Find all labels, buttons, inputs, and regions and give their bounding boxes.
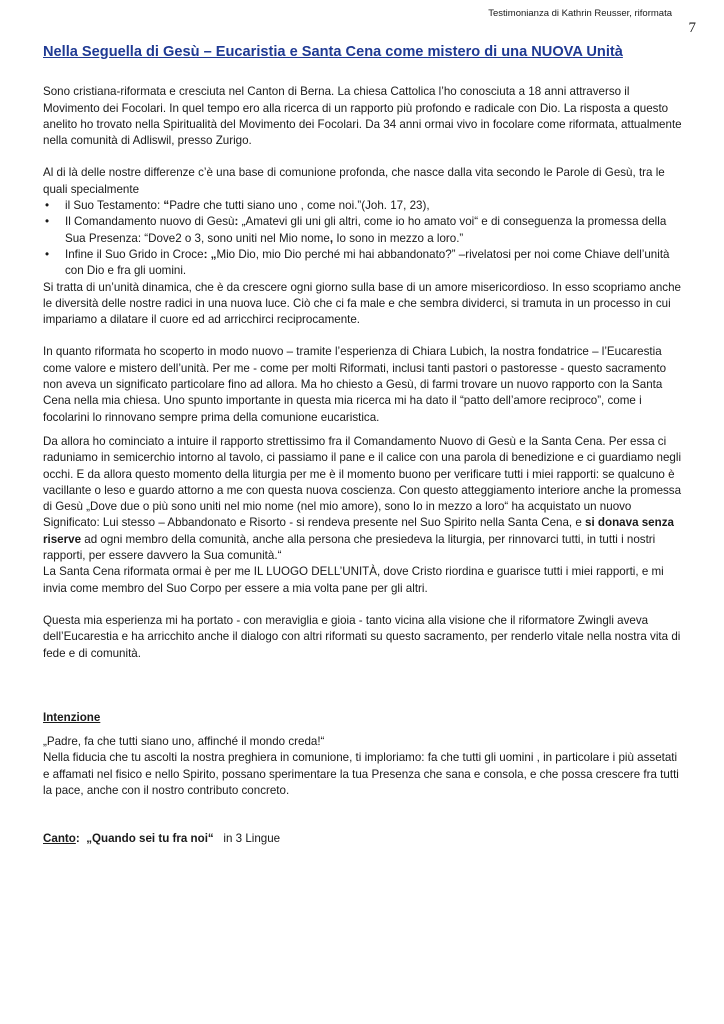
unity-paragraph: Si tratta di un’unità dinamica, che è da crescere ogni giorno sulla base di un amore misericordioso. In esso scopriamo anche le diversità delle nostre radici in una nuova luce. Ciò che ci fa male e che sembra dividerci, si tramuta in un processo in cui impariamo a dilatare il cuore ed ad arricchirci reciprocamente. [43,280,681,327]
bullet-marker: • [45,199,50,213]
paragraph-text: Da allora ho cominciato a intuire il rapporto strettissimo fra il Comandamento Nuovo di Gesù e la Santa Cena. Per essa ci raduniamo in semicerchio intorno al tavolo, ci passiamo il pane e il calice con una parola di benedizione e ci guardiamo negli occhi. E da allora questo momento della liturgia per me è il momento buono per verificare tutti i miei rapporti: se qualcuno è vacillante o leso e guardo attorno a me con questa nuova coscienza. Con questo atteggiamento interiore anche la promessa di Gesù „Dove due o più sono uniti nel mio nome (nel mio amore), sono Io in mezzo a loro“ ha acquistato un nuovo Significato: Lui stesso – Abbandonato e Risorto - si rendeva presente nel Suo Spirito nella Santa Cena, e [43,434,682,530]
intention-heading: Intenzione [43,710,101,724]
running-header: Testimonianza di Kathrin Reusser, riformata [488,8,672,19]
list-item [43,214,683,247]
bullet-bold: : „ [203,247,217,261]
paragraph-text: ad ogni membro della comunità, anche alla persona che presiedeva la liturgia, per rinnovarci tutti, in tutti i nostri rapporti, per essere davvero la Sua comunità.“ [43,532,656,563]
song-suffix: in 3 Lingue [223,832,281,846]
bullet-text: il Suo Testamento: [65,199,164,213]
intention-prayer: Nella fiducia che tu ascolti la nostra preghiera in comunione, ti imploriamo: fa che tutti gli uomini , in particolare i più assetati e affamati nel fisico e nello Spirito, possano sperimentare la tua Presenza che sana e consola, e che possa crescere fra tutti la pace, anche con il nostro contributo concreto. [43,751,679,797]
bullet-list [43,198,683,279]
bullet-text: Infine il Suo Grido in Croce [65,247,204,261]
song-line [43,831,683,847]
closing-paragraph: Questa mia esperienza mi ha portato - con meraviglia e gioia - tanto vicina alla visione che il riformatore Zwingli aveva dell’Eucarestia e ha arricchito anche il dialogo con altri riformati su questo sacramento, per renderlo vitale nella nostra vita di fede e di comunità. [43,613,681,660]
bullet-text: „Amatevi gli uni gli altri, come io ho amato voi“ e di conseguenza la promessa della Sua Presenza: “Dove2 o 3, sono uniti nel Mio nome [65,215,667,245]
bullet-text: Padre che tutti siano uno , come noi.”(Joh. 17, 23), [169,199,430,213]
intro-paragraph: Sono cristiana-riformata e cresciuta nel Canton di Berna. La chiesa Cattolica l’ho conosciuta a 18 anni attraverso il Movimento dei Focolari. In quel tempo ero alla ricerca di un rapporto più profondo e radicale con Dio. La risposta a questo anelito ho trovato nella Spiritualità del Movimento dei Focolari. Da 34 anni ormai vivo in focolare come riformata, attualmente nella comunità di Adliswil, presso Zurigo. [43,85,682,148]
song-label: Canto [43,832,76,846]
bullet-bold: “ [163,199,170,213]
intention-quote: „Padre, fa che tutti siano uno, affinché il mondo creda!“ [43,735,325,749]
list-item [43,198,683,214]
santa-cena-paragraph: La Santa Cena riformata ormai è per me IL LUOGO DELL’UNITÀ, dove Cristo riordina e guarisce tutti i miei rapporti, e mi invia come membro del Suo Corpo per essere a mia volta pane per gli altri. [43,565,664,595]
emphasis-text: si donava senza riserve [43,516,674,546]
document-title: Nella Seguella di Gesù – Eucaristia e Santa Cena come mistero di una NUOVA Unità [43,44,623,60]
song-colon: : [75,832,80,846]
bullet-bold: : [234,215,239,229]
differences-lead: Al di là delle nostre differenze c’è una base di comunione profonda, che nasce dalla vita secondo le Parole di Gesù, tra le quali specialmente [43,166,665,196]
list-item [43,247,683,280]
bullet-text: Il Comandamento nuovo di Gesù [65,215,235,229]
bullet-text: Io sono in mezzo a loro.” [333,231,464,245]
document-body [43,44,683,848]
bullet-text: Mio Dio, mio Dio perché mi hai abbandonato?” –rivelatosi per noi come Chiave dell’unità con Dio e fra gli uomini. [65,247,670,278]
bullet-marker: • [45,247,50,261]
bullet-marker: • [45,215,50,229]
page-number: 7 [688,20,696,36]
bullet-bold: , [329,231,334,245]
relationship-paragraph [43,434,683,564]
eucharist-paragraph: In quanto riformata ho scoperto in modo nuovo – tramite l’esperienza di Chiara Lubich, la nostra fondatrice – l’Eucarestia come valore e mistero dell’unità. Per me - come per molti Riformati, inclusi tanti pastori o pastoresse - questo sacramento non aveva un significato particolare fino ad allora. Ma ho chiesto a Gesù, di farmi trovare un nuovo rapporto con la Santa Cena nella mia chiesa. Uno spunto importante in questa mia ricerca mi ha dato il “patto dell’amore reciproco”, come i focolarini lo rinnovano sempre prima della comunione eucaristica. [43,345,667,424]
song-title: „Quando sei tu fra noi“ [86,832,214,846]
